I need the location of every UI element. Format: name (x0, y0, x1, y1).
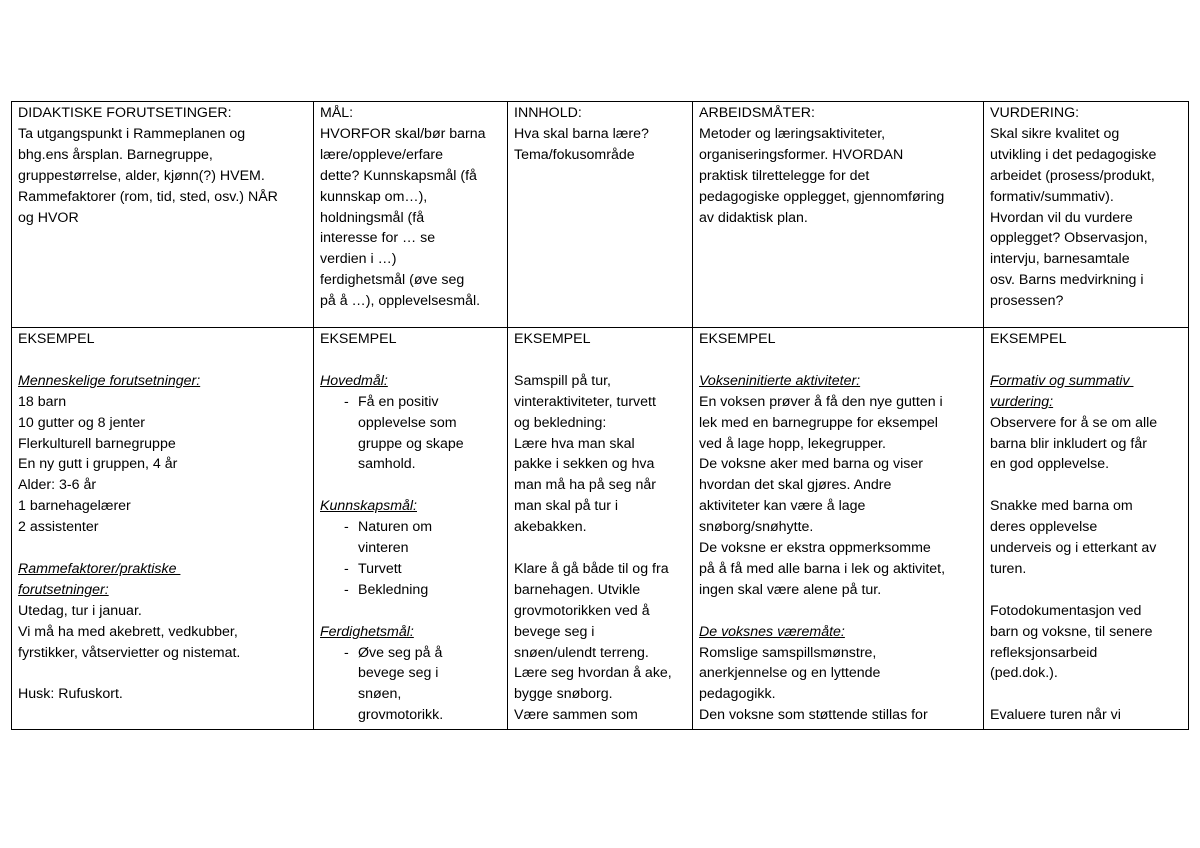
section-heading: Formativ og summativ (990, 372, 1134, 389)
header-description-line: og HVOR (18, 209, 79, 226)
text-line: barn og voksne, til senere (990, 623, 1153, 640)
text-line: fyrstikker, våtservietter og nistemat. (18, 644, 241, 661)
text-line: på å få med alle barna i lek og aktivitet, (699, 560, 946, 577)
text-line: pedagogikk. (699, 686, 776, 703)
goal-item (320, 643, 502, 725)
example-cell-mal (314, 328, 508, 730)
section-heading: vurdering: (990, 393, 1054, 410)
list-line: 10 gutter og 8 jenter (18, 414, 145, 431)
goal-item-line: bevege seg i (358, 665, 439, 682)
section-heading: Vokseninitierte aktiviteter: (699, 372, 861, 389)
text-line: Lære seg hvordan å ake, (514, 665, 672, 682)
header-cell-vurdering (984, 102, 1189, 328)
text-line: turen. (990, 560, 1027, 577)
goal-item-line: snøen, (358, 686, 402, 703)
goal-item-line: Turvett (358, 560, 402, 577)
didactic-plan-table (11, 101, 1189, 730)
text-line: man skal på tur i (514, 498, 619, 515)
header-description-line: pedagogiske opplegget, gjennomføring (699, 188, 945, 205)
section-heading: Menneskelige forutsetninger: (18, 372, 201, 389)
header-description-line: praktisk tilrettelegge for det (699, 167, 870, 184)
example-label: EKSEMPEL (18, 331, 95, 347)
header-description-line: arbeidet (prosess/produkt, (990, 167, 1155, 184)
text-line: snøen/ulendt terreng. (514, 644, 649, 661)
header-description-line: gruppestørrelse, alder, kjønn(?) HVEM. (18, 167, 265, 184)
header-description-line: Skal sikre kvalitet og (990, 125, 1120, 142)
text-line: ved å lage hopp, lekegrupper. (699, 435, 886, 452)
example-cell-innhold (508, 328, 693, 730)
goal-item (320, 580, 502, 601)
text-line: Evaluere turen når vi (990, 707, 1121, 724)
goal-list (320, 392, 502, 476)
goal-item (320, 559, 502, 580)
header-description-line: intervju, barnesamtale (990, 251, 1130, 268)
goal-item-line: Få en positiv (358, 393, 439, 410)
goal-item-line: Øve seg på å (358, 644, 443, 661)
goal-item (320, 517, 502, 559)
text-line: snøborg/snøhytte. (699, 519, 814, 536)
header-description-line: Hvordan vil du vurdere (990, 209, 1133, 226)
text-line: vinteraktiviteter, turvett (514, 393, 656, 410)
list-line: 18 barn (18, 393, 67, 410)
column-heading: DIDAKTISKE FORUTSETINGER: (18, 105, 232, 121)
list-line: 2 assistenter (18, 519, 99, 536)
header-description-line: dette? Kunnskapsmål (få (320, 167, 477, 184)
text-line: Romslige samspillsmønstre, (699, 644, 877, 661)
goal-item-line: Bekledning (358, 581, 429, 598)
goal-list (320, 517, 502, 601)
list-line: 1 barnehagelærer (18, 498, 131, 515)
text-line: man må ha på seg når (514, 477, 656, 494)
text-line: Snakke med barna om (990, 498, 1133, 515)
header-description-line: lære/oppleve/erfare (320, 146, 444, 163)
example-label: EKSEMPEL (514, 331, 591, 347)
goal-heading: Hovedmål: (320, 372, 388, 389)
text-line: Utedag, tur i januar. (18, 602, 142, 619)
header-cell-forutsetninger (12, 102, 314, 328)
header-description-line: bhg.ens årsplan. Barnegruppe, (18, 146, 213, 163)
section-heading: Rammefaktorer/praktiske (18, 560, 181, 577)
dash-bullet: - (344, 560, 349, 577)
goal-item-line: gruppe og skape (358, 435, 464, 452)
text-line: barna blir inkludert og får (990, 435, 1147, 452)
text-line: Den voksne som støttende stillas for (699, 707, 928, 724)
example-row (12, 328, 1189, 730)
text-line: bygge snøborg. (514, 686, 613, 703)
header-description-line: Ta utgangspunkt i Rammeplanen og (18, 125, 246, 142)
list-line: Alder: 3-6 år (18, 477, 97, 494)
goal-heading: Ferdighetsmål: (320, 623, 414, 640)
text-line: De voksne er ekstra oppmerksomme (699, 540, 931, 557)
column-heading: VURDERING: (990, 105, 1080, 121)
column-heading: MÅL: (320, 105, 354, 121)
text-line: og bekledning: (514, 414, 607, 431)
header-description-line: Hva skal barna lære? (514, 125, 649, 142)
header-description-line: verdien i …) (320, 251, 397, 268)
text-line: Lære hva man skal (514, 435, 635, 452)
goal-item (320, 392, 502, 476)
text-line: lek med en barnegruppe for eksempel (699, 414, 938, 431)
example-label: EKSEMPEL (320, 331, 397, 347)
header-description-line: opplegget? Observasjon, (990, 230, 1148, 247)
section-heading: De voksnes væremåte: (699, 623, 845, 640)
header-description-line: prosessen? (990, 293, 1064, 310)
header-description-line: utvikling i det pedagogiske (990, 146, 1157, 163)
text-line: underveis og i etterkant av (990, 540, 1157, 557)
header-description-line: ferdighetsmål (øve seg (320, 272, 465, 289)
example-cell-arbeidsmater (693, 328, 984, 730)
goal-item-line: vinteren (358, 540, 409, 557)
goal-item-line: opplevelse som (358, 414, 457, 431)
header-description-line: Tema/fokusområde (514, 146, 635, 163)
goal-heading: Kunnskapsmål: (320, 498, 417, 515)
dash-bullet: - (344, 581, 349, 598)
text-line: en god opplevelse. (990, 456, 1110, 473)
example-cell-vurdering (984, 328, 1189, 730)
dash-bullet: - (344, 519, 349, 536)
example-label: EKSEMPEL (699, 331, 776, 347)
example-cell-forutsetninger (12, 328, 314, 730)
header-description-line: interesse for … se (320, 230, 436, 247)
header-cell-arbeidsmater (693, 102, 984, 328)
header-description-line: Rammefaktorer (rom, tid, sted, osv.) NÅR (18, 188, 278, 205)
goal-item-line: grovmotorikk. (358, 707, 444, 724)
column-heading: ARBEIDSMÅTER: (699, 105, 815, 121)
dash-bullet: - (344, 393, 349, 410)
example-label: EKSEMPEL (990, 331, 1067, 347)
goal-item-line: samhold. (358, 456, 416, 473)
text-line: Vi må ha med akebrett, vedkubber, (18, 623, 238, 640)
text-line: grovmotorikken ved å (514, 602, 650, 619)
header-description-line: holdningsmål (få (320, 209, 425, 226)
text-line: barnehagen. Utvikle (514, 581, 641, 598)
text-line: anerkjennelse og en lyttende (699, 665, 881, 682)
goal-list (320, 643, 502, 725)
section-heading: forutsetninger: (18, 581, 109, 598)
text-line: (ped.dok.). (990, 665, 1058, 682)
text-line: ingen skal være alene på tur. (699, 581, 882, 598)
list-line: En ny gutt i gruppen, 4 år (18, 456, 178, 473)
header-description-line: Metoder og læringsaktiviteter, (699, 125, 886, 142)
text-line: Fotodokumentasjon ved (990, 602, 1142, 619)
text-line: De voksne aker med barna og viser (699, 456, 923, 473)
header-description-line: kunnskap om…), (320, 188, 428, 205)
header-description-line: organiseringsformer. HVORDAN (699, 146, 904, 163)
header-row (12, 102, 1189, 328)
header-cell-mal (314, 102, 508, 328)
header-description-line: av didaktisk plan. (699, 209, 808, 226)
text-line: Samspill på tur, (514, 372, 611, 389)
text-line: hvordan det skal gjøres. Andre (699, 477, 892, 494)
header-description-line: formativ/summativ). (990, 188, 1114, 205)
header-description-line: HVORFOR skal/bør barna (320, 125, 486, 142)
text-line: bevege seg i (514, 623, 595, 640)
text-line: akebakken. (514, 519, 587, 536)
text-line: Observere for å se om alle (990, 414, 1158, 431)
dash-bullet: - (344, 644, 349, 661)
text-line: Klare å gå både til og fra (514, 560, 669, 577)
text-line: pakke i sekken og hva (514, 456, 655, 473)
column-heading: INNHOLD: (514, 105, 582, 121)
goal-item-line: Naturen om (358, 519, 433, 536)
text-line: aktiviteter kan være å lage (699, 498, 866, 515)
text-line: refleksjonsarbeid (990, 644, 1098, 661)
header-description-line: osv. Barns medvirkning i (990, 272, 1144, 289)
list-line: Flerkulturell barnegruppe (18, 435, 176, 452)
header-cell-innhold (508, 102, 693, 328)
reminder-text: Husk: Rufuskort. (18, 686, 123, 703)
text-line: deres opplevelse (990, 519, 1098, 536)
header-description-line: på å …), opplevelsesmål. (320, 293, 481, 310)
text-line: Være sammen som (514, 707, 638, 724)
text-line: En voksen prøver å få den nye gutten i (699, 393, 943, 410)
